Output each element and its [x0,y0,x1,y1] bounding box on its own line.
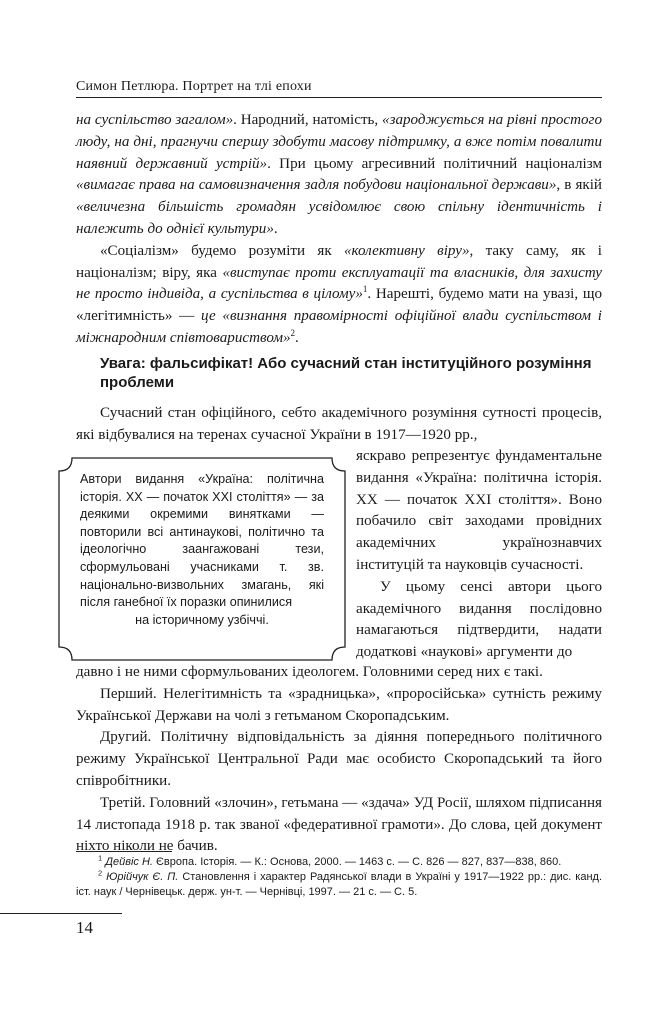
text-run: . Народний, натомість, [233,112,383,128]
list-item: Перший. Нелегітимність та «зрадницька», «проросійська» сутність режиму Української Держави на чолі з гетьманом Скоропадським. [76,685,602,724]
text-run: . При цьому агресивний політичний націоналізм [267,155,602,172]
text-run: яскраво репрезентує фундаментальне видання «Україна: політична історія. XX — початок XXI століття». Воно побачило світ заходами провідних академічних українознавчих інституцій та науковців сучасності. [356,448,602,573]
text-run: , в якій [556,177,602,194]
text-run: У цьому сенсі автори цього академічного видання послідовно намагаються підтвердити, надати додаткові «наукові» аргументи до [356,578,602,661]
page-number-rule [0,913,122,914]
quote: «виступає проти експлуатації та власників, для захисту не просто індивіда, а суспільства в цілому» [76,264,602,303]
text-run: «Соціалізм» будемо розуміти як [100,242,344,259]
text-run: давно і не ними сформульованих ідеологем. Головними серед них є такі. [76,664,543,680]
sidebox-body: Автори видання «Україна: політична історія. XX — початок XXI століття» — за деякими окремими винятками — повторили всі антинаукові, політично та ідеологічно заангажовані тези, сформульовані учасниками т. зв. національно-визвольних змагань, які після ганебної їх поразки опинилися [80,472,324,610]
sidebox-last-line: на історичному узбіччі. [135,612,269,627]
paragraph-current-state [76,403,602,447]
quote: «вимагає права на самовизначення задля побудови національної держави» [76,177,557,194]
page-number: 14 [76,918,93,937]
section-heading: Увага: фальсифікат! Або сучасний стан інституційного розуміння проблеми [100,355,592,391]
paragraph-nationalism [76,110,602,241]
list-item: Третій. Головний «злочин», гетьмана — «здача» УД Росії, шляхом підписання 14 листопада 1918 р. так званої «федеративної грамоти». До слова, цей документ ніхто ніколи не бачив. [76,794,602,855]
footnote [76,870,602,900]
footnote-number: 1 [98,853,103,863]
footnote-text: Європа. Історія. — К.: Основа, 2000. — 1463 с. — С. 826 — 827, 837—838, 860. [152,856,562,868]
paragraph-socialism [76,241,602,350]
quote: «величезна більшість громадян усвідомлює свою спільну ідентичність і належить до однієї культури» [76,199,602,237]
footnote-text: Становлення і характер Радянської влади в Україні у 1917—1922 рр.: дис. канд. іст. наук / Чернівецьк. держ. ун-т. — Чернівці, 1997. — 21 с. — С. 5. [76,871,602,898]
quote: «колективну віру» [343,242,470,259]
wrapped-text-column [356,446,602,664]
header-rule [76,97,602,98]
sidebar-quote-box [58,457,346,661]
footnote-author: Юрійчук Є. П. [106,871,179,883]
footnote [76,855,602,870]
footnote-ref[interactable]: 1 [362,284,368,295]
text-run: , таку саму, як і націоналізм; віру, яка [76,242,602,281]
text-run: Сучасний стан офіційного, себто академічного розуміння сутності процесів, які відбувалися на теренах сучасної України в 1917—1920 рр., [76,405,602,443]
ideologemes-list [76,662,602,858]
intro-text [76,110,602,350]
running-head: Симон Петлюра. Портрет на тлі епохи [76,79,312,94]
text-run: . Нарешті, будемо мати на увазі, що «легітимність» — [76,286,602,325]
text-run: . [295,329,299,346]
footnote-rule [76,851,172,852]
list-item: Другий. Політичну відповідальність за діяння попереднього політичного режиму Української Центральної Ради має особисто Скоропадський та його співробітники. [76,729,602,789]
footnotes [76,855,602,900]
footnote-number: 2 [98,868,103,878]
quote: на суспільство загалом» [76,112,234,128]
quote: це «визнання правомірності офіційної влади суспільством і міжнародним співтовариством» [76,308,602,346]
quote: «зароджується на рівні простого люду, на дні, прагнучи спершу здобути масову підтримку, а вже потім повалити наявний державний устрій» [76,112,602,172]
footnote-author: Дейвіс Н. [105,856,153,868]
text-run: . [273,220,278,237]
footnote-ref[interactable]: 2 [290,327,296,338]
sidebox-text [80,471,324,629]
